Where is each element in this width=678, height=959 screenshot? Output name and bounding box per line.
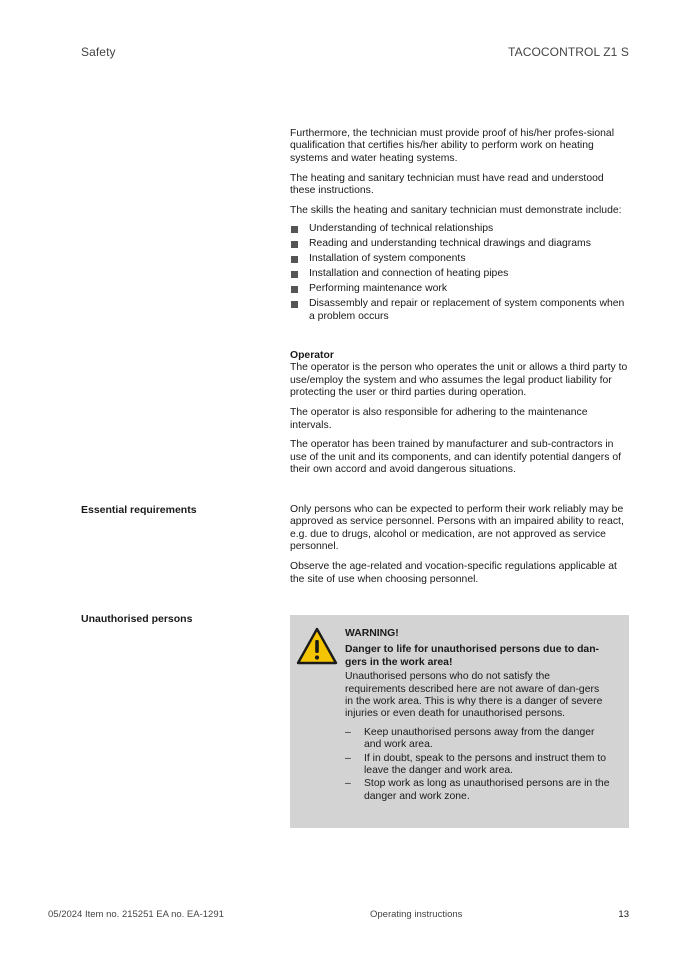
unauthorised-persons-heading: Unauthorised persons bbox=[81, 613, 193, 625]
operator-section bbox=[290, 350, 630, 484]
list-item: – Keep unauthorised persons away from the danger and work area. bbox=[345, 726, 595, 751]
technician-paragraph: The skills the heating and sanitary technician must demonstrate include: bbox=[290, 205, 622, 217]
square-bullet-icon bbox=[291, 226, 298, 233]
page-number: 13 bbox=[618, 909, 629, 920]
operator-paragraph: The operator has been trained by manufacturer and sub-contractors in use of the unit and its components, and can identify potential dangers of their own accord and avoid dangerous situations. bbox=[290, 439, 621, 476]
square-bullet-icon bbox=[291, 301, 298, 308]
essential-paragraph: Only persons who can be expected to perform their work reliably may be approved as service personnel. Persons with an impaired ability to react, e.g. due to drugs, alcohol or medication, are not approved as service personnel. bbox=[290, 504, 624, 553]
list-item: Installation of system components bbox=[290, 253, 630, 265]
warning-box bbox=[290, 615, 629, 828]
essential-paragraph: Observe the age-related and vocation-specific regulations applicable at the site of use when choosing personnel. bbox=[290, 561, 617, 585]
warning-actions-list bbox=[345, 727, 610, 803]
list-item: Disassembly and repair or replacement of system components when a problem occurs bbox=[290, 298, 630, 323]
list-item: Installation and connection of heating pipes bbox=[290, 268, 630, 280]
technician-section bbox=[290, 128, 630, 326]
skills-list bbox=[290, 223, 630, 323]
square-bullet-icon bbox=[291, 286, 298, 293]
footer-meta: 05/2024 Item no. 215251 EA no. EA-1291 bbox=[48, 909, 224, 920]
square-bullet-icon bbox=[291, 271, 298, 278]
list-item: – Stop work as long as unauthorised persons are in the danger and work zone. bbox=[345, 778, 610, 802]
operator-paragraph: The operator is the person who operates the unit or allows a third party to use/employ the system and who assumes the legal product liability for protecting the user or third parties during operation. bbox=[290, 362, 628, 399]
header-product-name: TACOCONTROL Z1 S bbox=[508, 45, 629, 59]
warning-label: WARNING! bbox=[345, 628, 399, 639]
operator-heading: Operator bbox=[290, 350, 334, 361]
operator-paragraph: The operator is also responsible for adhering to the maintenance intervals. bbox=[290, 407, 588, 431]
warning-triangle-icon bbox=[296, 627, 338, 665]
technician-paragraph: Furthermore, the technician must provide proof of his/her profes-sional qualification that certifies his/her ability to perform work on heating systems and water heating systems. bbox=[290, 128, 614, 164]
footer-doc-type: Operating instructions bbox=[370, 909, 463, 920]
list-item: – If in doubt, speak to the persons and instruct them to leave the danger and work area. bbox=[345, 752, 607, 777]
list-item: Understanding of technical relationships bbox=[290, 223, 630, 235]
list-item: Performing maintenance work bbox=[290, 283, 630, 295]
header-section-title: Safety bbox=[81, 45, 116, 59]
square-bullet-icon bbox=[291, 256, 298, 263]
dash-bullet: – bbox=[345, 726, 351, 738]
warning-content bbox=[345, 628, 610, 804]
essential-requirements-section bbox=[290, 504, 630, 593]
square-bullet-icon bbox=[291, 241, 298, 248]
warning-title: Danger to life for unauthorised persons due to dan-gers in the work area! bbox=[345, 644, 600, 668]
essential-requirements-heading: Essential requirements bbox=[81, 504, 197, 516]
warning-text: Unauthorised persons who do not satisfy the requirements described here are not aware of dan-gers in the work area. This is why there is a danger of severe injuries or even death for unauthorised persons. bbox=[345, 671, 603, 720]
dash-bullet: – bbox=[345, 778, 351, 790]
dash-bullet: – bbox=[345, 752, 351, 764]
list-item: Reading and understanding technical drawings and diagrams bbox=[290, 238, 630, 250]
technician-paragraph: The heating and sanitary technician must have read and understood these instructions. bbox=[290, 172, 604, 197]
